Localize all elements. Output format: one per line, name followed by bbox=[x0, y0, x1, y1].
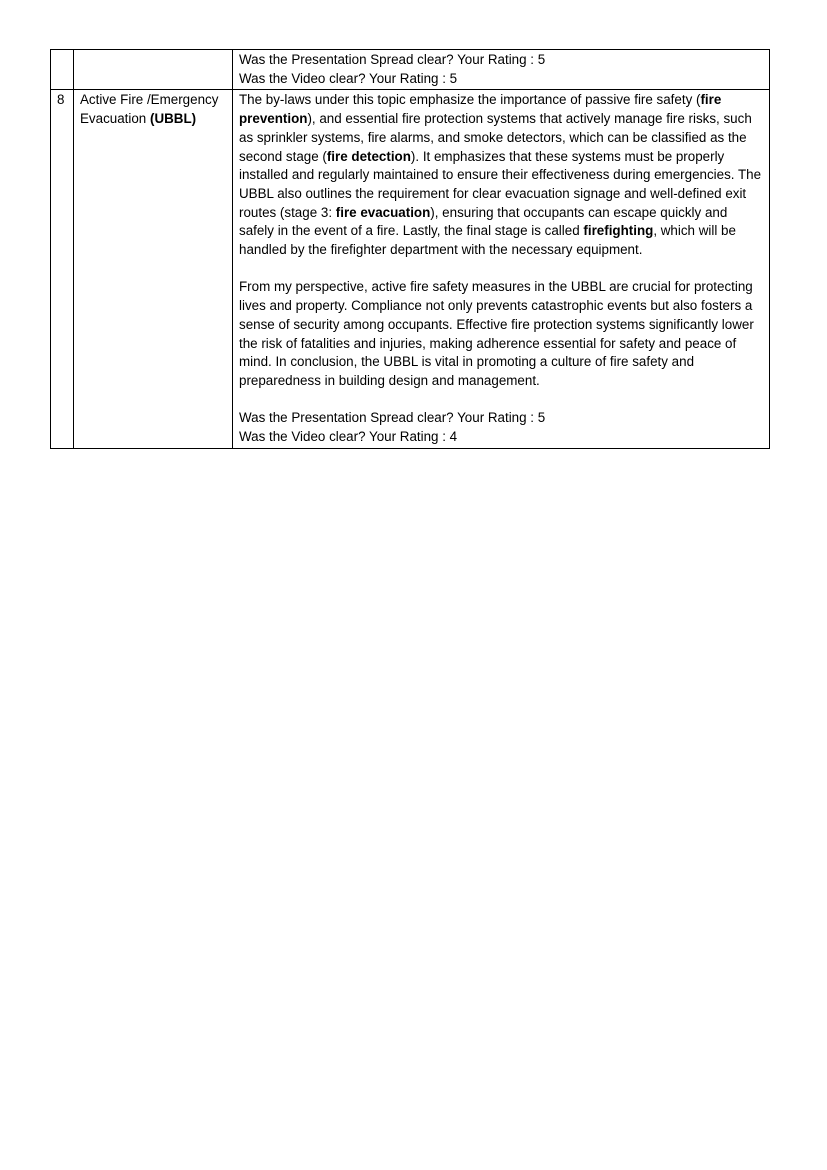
term-firefighting: firefighting bbox=[583, 223, 654, 239]
paragraph-text: The by-laws under this topic emphasize the importance of passive fire safety ( bbox=[239, 92, 701, 108]
paragraph-text: ), ensuring that occupants can escape quickly and safely in the event of a fire. Lastly, the final stage is called bbox=[239, 204, 728, 239]
topic-text: Active Fire /Emergency Evacuation bbox=[80, 92, 219, 127]
term-fire-prevention: fire prevention bbox=[239, 92, 722, 127]
row-number: 8 bbox=[57, 92, 65, 108]
row-number-cell bbox=[51, 50, 74, 90]
presentation-rating: Was the Presentation Spread clear? Your Rating : 5 bbox=[239, 52, 546, 67]
content-cell bbox=[233, 90, 770, 448]
video-rating: Was the Video clear? Your Rating : 4 bbox=[239, 429, 458, 445]
topic-cell bbox=[74, 90, 233, 448]
paragraph-text: ), and essential fire protection systems that actively manage fire risks, such as sprinkler systems, fire alarms, and smoke detectors, which can be classified as the second stage ( bbox=[239, 111, 752, 164]
topic-bold-text: (UBBL) bbox=[149, 111, 197, 127]
content-cell bbox=[233, 50, 770, 90]
paragraph-text: , which will be handled by the firefighter department with the necessary equipment. bbox=[239, 223, 736, 258]
row-number-cell bbox=[51, 90, 74, 448]
review-table bbox=[50, 49, 770, 449]
presentation-rating: Was the Presentation Spread clear? Your Rating : 5 bbox=[239, 410, 546, 426]
paragraph-by-laws bbox=[239, 91, 763, 259]
topic-cell bbox=[74, 50, 233, 90]
paragraph-gap bbox=[239, 260, 763, 279]
paragraph-gap bbox=[239, 391, 763, 410]
table-row bbox=[51, 90, 770, 448]
term-fire-evacuation: fire evacuation bbox=[335, 204, 431, 220]
table-row bbox=[51, 50, 770, 90]
paragraph-perspective: From my perspective, active fire safety measures in the UBBL are crucial for protecting lives and property. Compliance not only prevents catastrophic events but also fosters a sense of security among occupants. Effective fire protection systems significantly lower the risk of fatalities and injuries, making adherence essential for safety and peace of mind. In conclusion, the UBBL is vital in promoting a culture of fire safety and preparedness in building design and management. bbox=[239, 279, 754, 388]
video-rating: Was the Video clear? Your Rating : 5 bbox=[239, 70, 458, 86]
paragraph-text: ). It emphasizes that these systems must be properly installed and regularly maintained to ensure their effectiveness during emergencies. The UBBL also outlines the requirement for clear evacuation signage and well-defined exit routes (stage 3: bbox=[239, 148, 762, 220]
term-fire-detection: fire detection bbox=[326, 148, 411, 164]
